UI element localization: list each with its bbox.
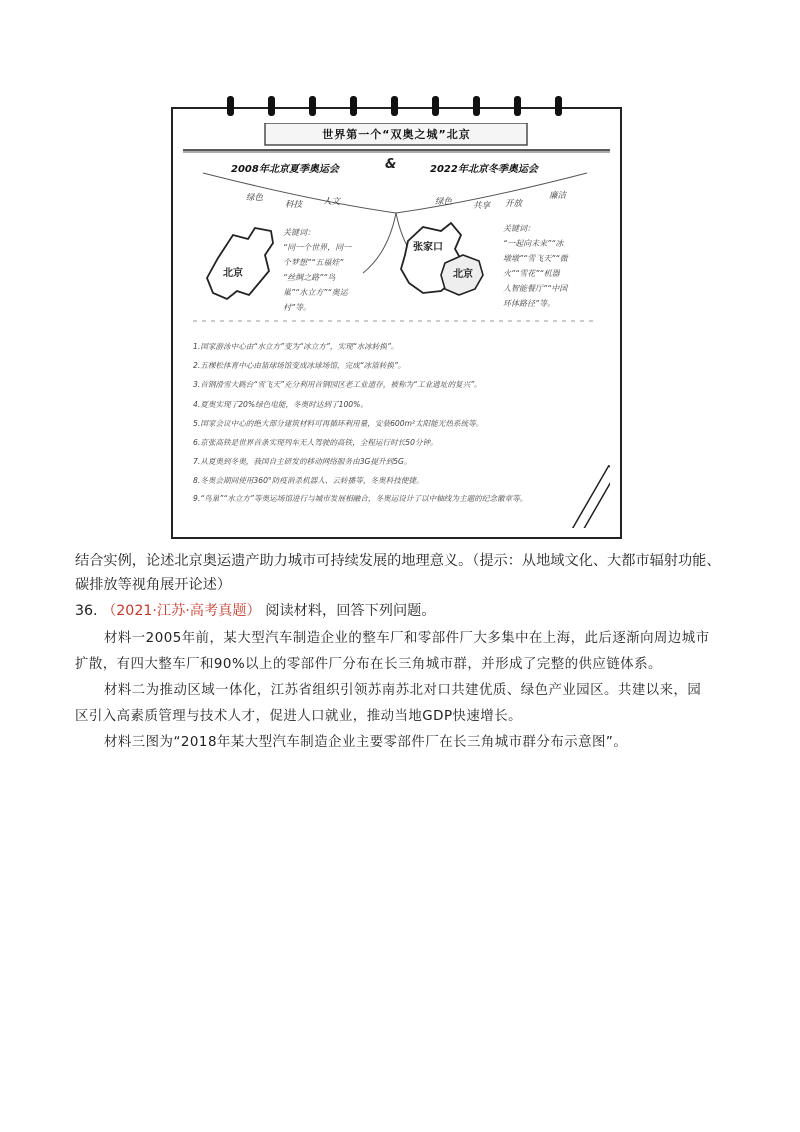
right-keywords: 关键词： “一起向未来”“冰 墩墩”“雪飞天”“微 火”“雪花”“机器 人智能餐厅”“中国 环体路径”等。 [503, 224, 568, 308]
left-concept-word: 科技 [285, 200, 303, 210]
left-concept-word: 人文 [323, 197, 341, 207]
question-36-header [75, 600, 436, 620]
map-label-beijing: 北京 [223, 268, 243, 279]
ampersand: & [385, 157, 397, 172]
right-concept-word: 开放 [505, 199, 523, 209]
list-item: 7.从夏奥到冬奥，我国自主研发的移动网络服务由3G提升到5G。 [193, 457, 412, 467]
list-item: 6.京张高铁是世界首条实现列车无人驾驶的高铁，全程运行时长50分钟。 [193, 438, 438, 448]
map-label-zhangjiakou: 张家口 [413, 242, 443, 253]
question-instruction: 阅读材料，回答下列问题。 [265, 603, 436, 619]
material-3: 材料三图为“2018年某大型汽车制造企业主要零部件厂在长三角城市群分布示意图”。 [104, 735, 628, 750]
summer-olympics-header: 2008年北京夏季奥运会 [231, 164, 339, 175]
winter-olympics-header: 2022年北京冬季奥运会 [430, 164, 538, 175]
notebook-title: 世界第一个“双奥之城”北京 [322, 128, 471, 141]
notebook-content [183, 123, 610, 528]
list-item: 8.冬奥会期间使用360°防疫消杀机器人、云转播等，冬奥科技便捷。 [193, 476, 424, 486]
question-prompt-cont: 碳排放等视角展开论述） [75, 577, 232, 593]
list-item: 9.“鸟巢”“水立方”等奥运场馆进行与城市发展相融合，冬奥运设计了以中轴线为主题的纪念徽章等。 [193, 493, 528, 503]
list-item: 3.首钢滑雪大跳台“雪飞天”充分利用首钢园区老工业遗存，被称为“工业遗址的复兴”。 [193, 380, 482, 390]
binder-ring [268, 96, 275, 116]
binder-ring [514, 96, 521, 116]
question-source: （2021·江苏·高考真题） [102, 603, 261, 619]
binder-ring [473, 96, 480, 116]
left-keywords: 关键词： “同一个世界，同一 个梦想”“五福娃” “丝绸之路”“鸟 巢”“水立方”“奥运 村”等。 [283, 228, 352, 312]
material-1: 材料一2005年前，某大型汽车制造企业的整车厂和零部件厂大多集中在上海，此后逐渐向周边城市 [104, 631, 710, 646]
right-concept-word: 共享 [473, 201, 491, 211]
right-concept-word: 绿色 [435, 197, 453, 207]
binder-ring [350, 96, 357, 116]
left-concept-word: 绿色 [246, 193, 264, 203]
facts-list [193, 337, 603, 506]
binder-ring [432, 96, 439, 116]
binder-ring [227, 96, 234, 116]
binder-ring [309, 96, 316, 116]
material-1-cont: 扩散，有四大整车厂和90%以上的零部件厂分布在长三角城市群，并形成了完整的供应链体系。 [75, 657, 662, 672]
right-concept-word: 廉洁 [549, 191, 567, 201]
list-item: 5.国家会议中心的绝大部分建筑材料可再循环利用量，安装600m²太阳能光热系统等。 [193, 418, 484, 428]
binder-ring [555, 96, 562, 116]
binder-ring [391, 96, 398, 116]
list-item: 2.五棵松体育中心由篮球场馆变成冰球场馆，完成“冰篮转换”。 [193, 361, 406, 371]
list-item: 1.国家游泳中心由“水立方”变为“冰立方”，实现“水冰转换”。 [193, 342, 399, 351]
question-prompt: 结合实例，论述北京奥运遗产助力城市可持续发展的地理意义。（提示：从地域文化、大都市辐射功能、 [75, 553, 721, 569]
map-label-beijing-right: 北京 [453, 269, 473, 280]
material-2-cont: 区引入高素质管理与技术人才，促进人口就业，推动当地GDP快速增长。 [75, 709, 522, 724]
list-item: 4.夏奥实现了20%绿色电能，冬奥时达到了100%。 [193, 399, 368, 409]
material-2: 材料二为推动区域一体化，江苏省组织引领苏南苏北对口共建优质、绿色产业园区。共建以来，园 [104, 683, 702, 698]
question-number: 36. [75, 603, 98, 619]
